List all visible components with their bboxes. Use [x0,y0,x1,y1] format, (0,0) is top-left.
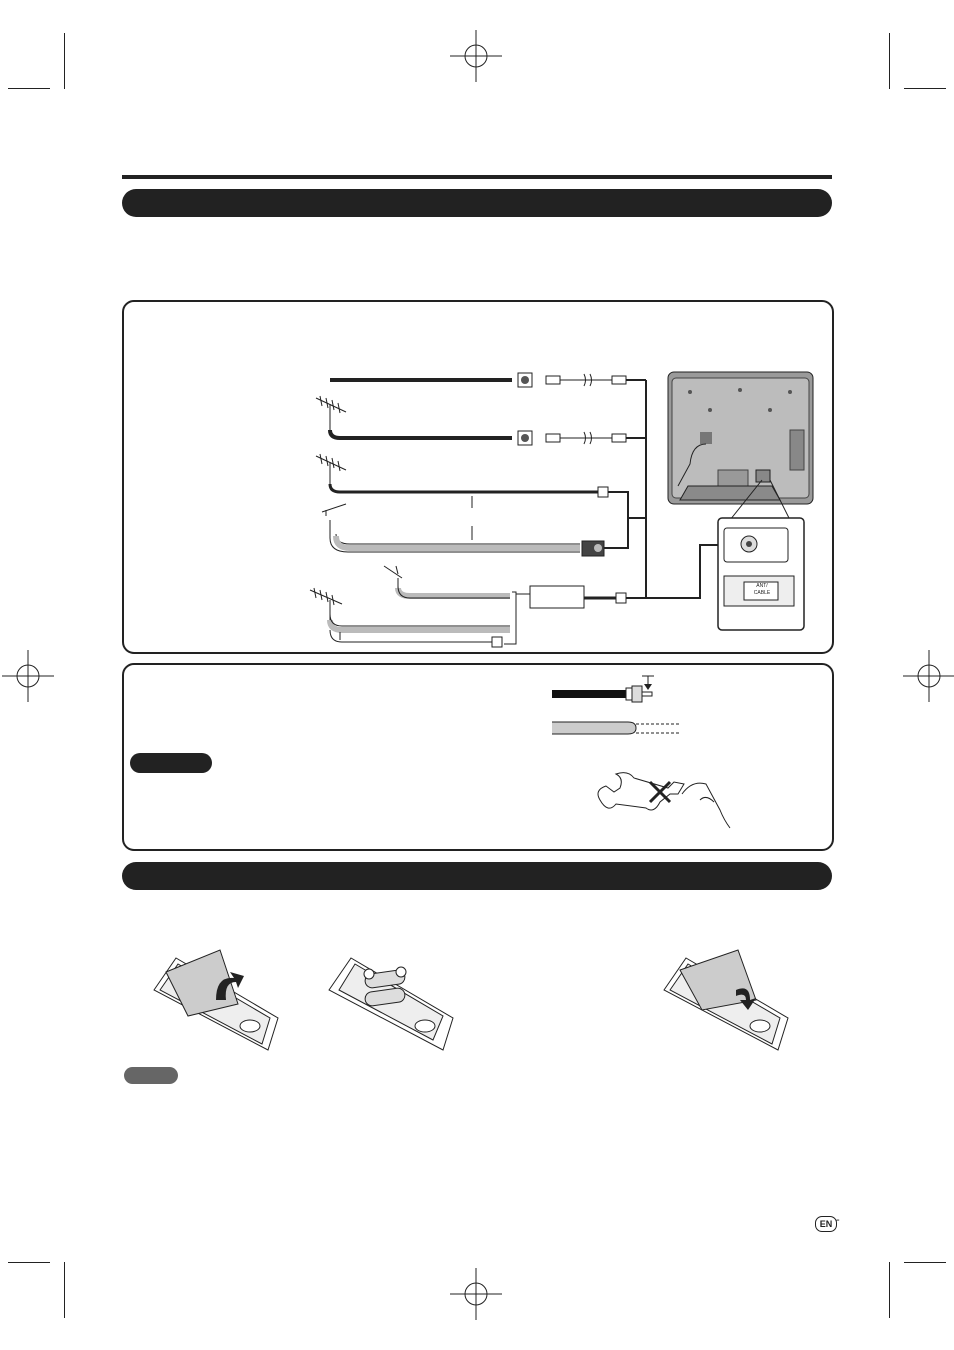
ant-cable-label: ANT/ CABLE [753,583,771,596]
remote-step-2 [325,950,455,1060]
language-badge: EN [815,1216,837,1232]
note-label [124,1067,178,1084]
section-header-remote [122,862,832,890]
wrench-icon [590,770,740,830]
remote-step-3 [660,950,790,1060]
remote-step-1 [150,950,280,1060]
page-dash: - [836,1214,840,1226]
